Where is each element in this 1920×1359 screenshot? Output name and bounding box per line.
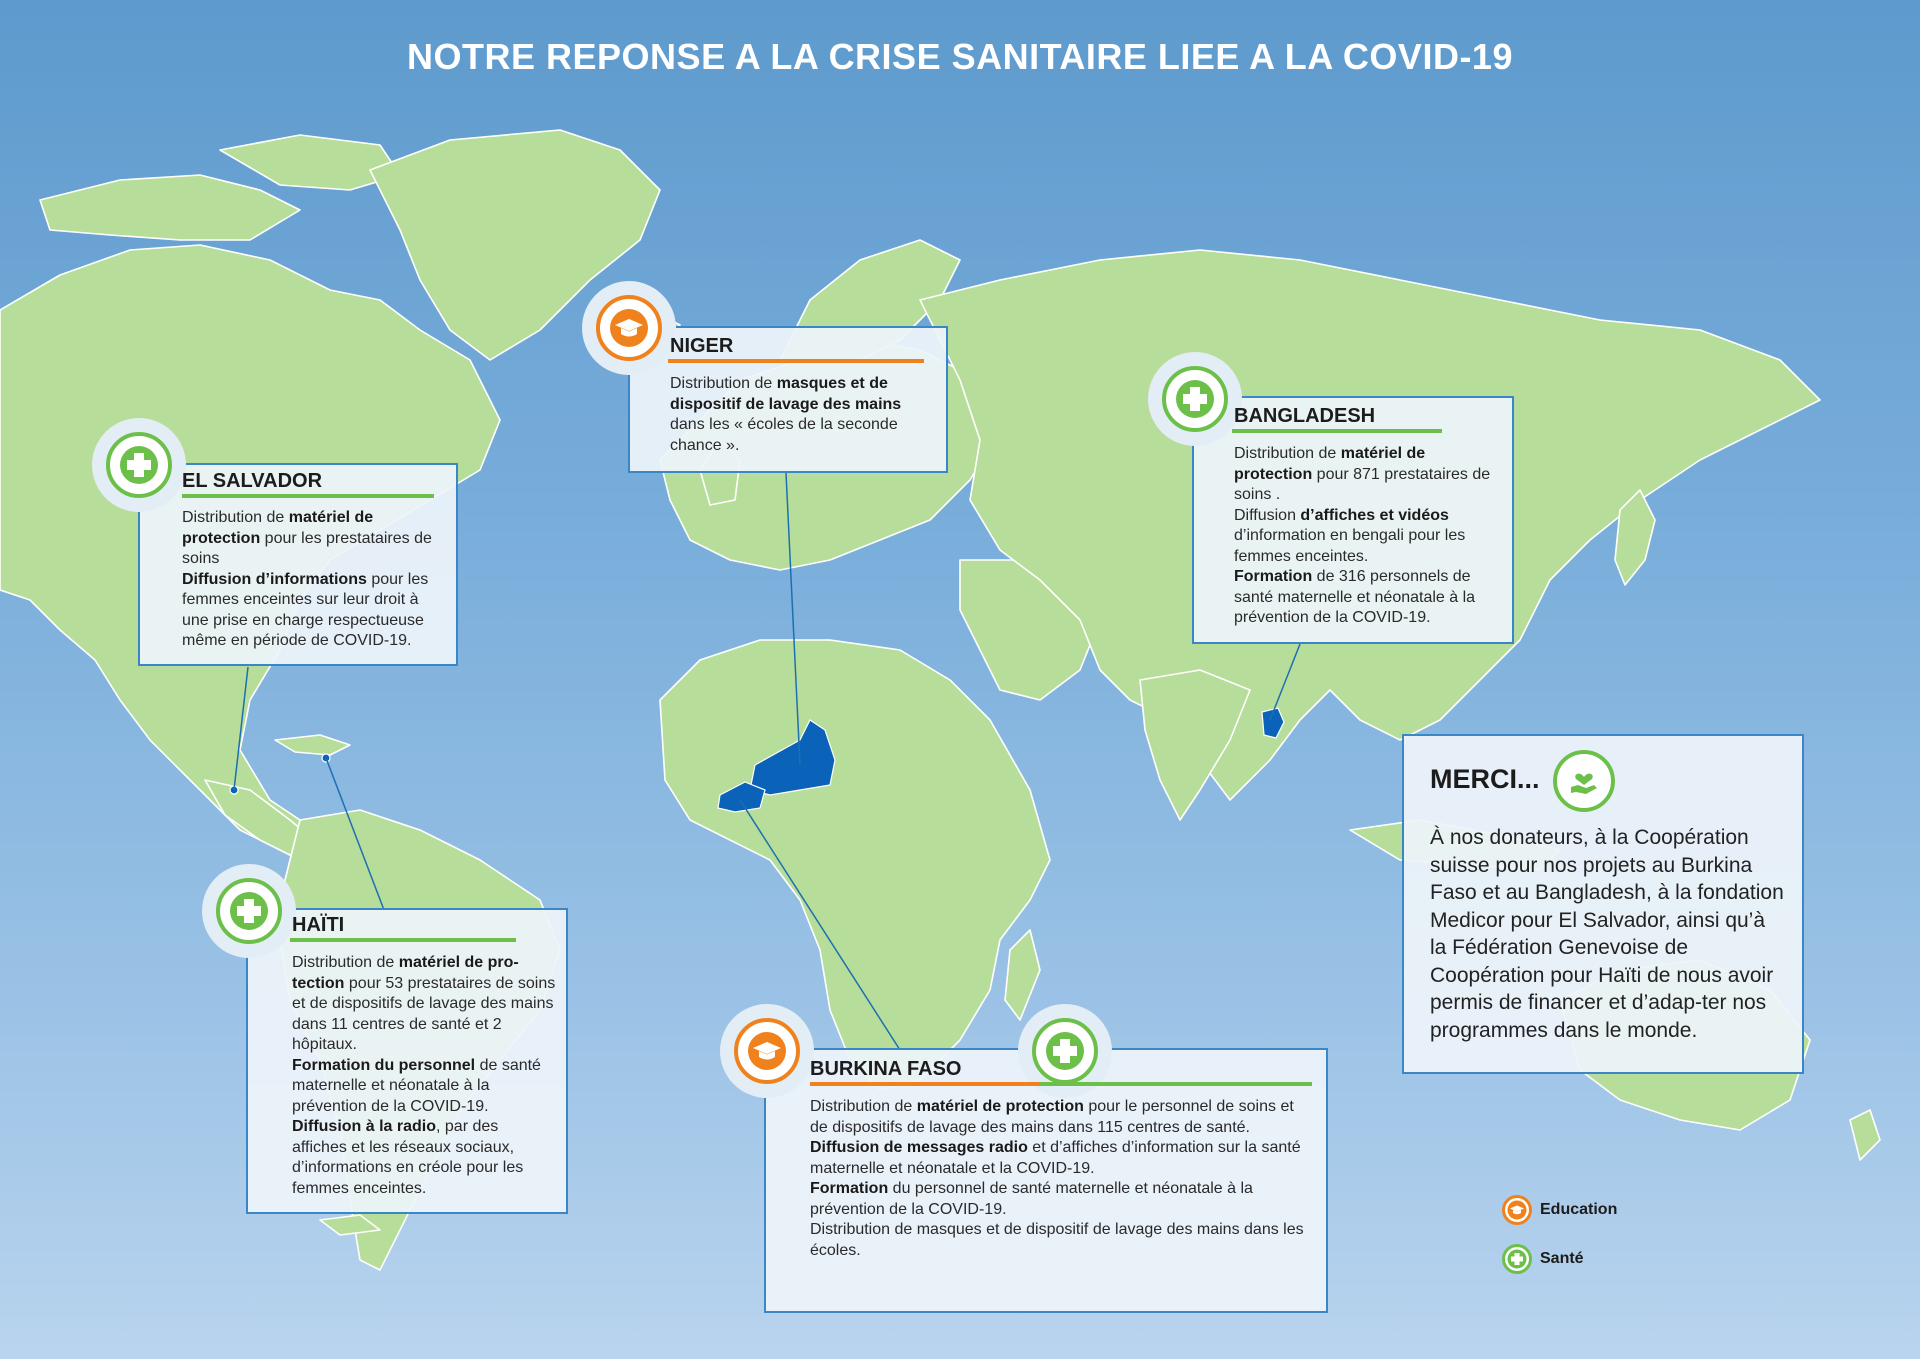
land-caribbean: [275, 735, 350, 755]
card-title-niger: NIGER: [670, 335, 734, 357]
underline-el-salvador: [182, 494, 434, 498]
land-new-zealand: [1850, 1110, 1880, 1160]
legend-sante: [1502, 1244, 1584, 1274]
plus-cross-icon: [1045, 1031, 1085, 1071]
badge-el-salvador: [92, 418, 186, 512]
legend-label-education: Education: [1540, 1201, 1618, 1218]
legend-education: [1502, 1195, 1617, 1225]
underline-niger: [668, 359, 924, 363]
graduation-cap-icon: [609, 308, 649, 348]
badge-bangladesh: [1148, 352, 1242, 446]
land-madagascar: [1005, 930, 1040, 1020]
land-africa: [660, 640, 1050, 1090]
merci-title: MERCI...: [1430, 764, 1540, 794]
underline-haiti: [290, 938, 516, 942]
heart-hand-icon: [1553, 750, 1615, 812]
underline-burkina-orange: [810, 1082, 1040, 1086]
graduation-cap-icon: [1502, 1195, 1532, 1225]
badge-burkina-education: [720, 1004, 814, 1098]
card-body-el-salvador: Distribution de matériel de protection pour les prestataires de soins Diffusion d’informations pour les femmes enceintes sur leur droit à une prise en charge respectueuse même en période de COVID-19.: [182, 509, 432, 649]
badge-haiti: [202, 864, 296, 958]
plus-cross-icon: [1175, 379, 1215, 419]
graduation-cap-icon: [747, 1031, 787, 1071]
card-title-el-salvador: EL SALVADOR: [182, 470, 323, 492]
land-arctic-islands-2: [220, 135, 400, 190]
plus-cross-icon: [1502, 1244, 1532, 1274]
card-body-burkina-faso: Distribution de matériel de protection pour le personnel de soins et de dispositifs de lavage des mains dans 115 centres de santé. Diffusion de messages radio et d’affiches d’information sur la santé maternelle et néonatale et la COVID-19. Formation du personnel de santé maternelle et néonatale à la prévention de la COVID-19. Distribution de masques et de dispositif de lavage des mains dans les écoles.: [810, 1098, 1304, 1259]
card-body-niger: Distribution de masques et de dispositif de lavage des mains dans les « écoles de la seconde chance ».: [670, 375, 902, 454]
card-title-burkina-faso: BURKINA FASO: [810, 1058, 962, 1080]
underline-burkina-green: [1040, 1082, 1312, 1086]
page-title: NOTRE REPONSE A LA CRISE SANITAIRE LIEE A LA COVID-19: [407, 36, 1513, 77]
card-title-haiti: HAÏTI: [292, 914, 345, 936]
land-arctic-islands: [40, 175, 300, 240]
plus-cross-icon: [119, 445, 159, 485]
legend-label-sante: Santé: [1540, 1250, 1584, 1267]
card-body-haiti: Distribution de matériel de pro-tection pour 53 prestataires de soins et de dispositifs de lavage des mains dans 11 centres de santé et 2 hôpitaux. Formation du personnel de santé maternelle et néonatale à la prévention de la COVID-19. Diffusion à la radio, par des affiches et les réseaux sociaux, d’informations en créole pour les femmes enceintes.: [292, 954, 556, 1197]
badge-niger: [582, 281, 676, 375]
merci-text: À nos donateurs, à la Coopération suisse pour nos projets au Burkina Faso et au Bangladesh, à la fondation Medicor pour El Salvador, ainsi qu’à la Fédération Genevoise de Coopération pour Haïti de nous avoir permis de financer et d’adap-ter nos programmes dans le monde.: [1430, 826, 1784, 1042]
card-body-bangladesh: Distribution de matériel de protection pour 871 prestataires de soins . Diffusion d’affiches et vidéos d’information en bengali pour les femmes enceintes. Formation de 316 personnels de santé maternelle et néonatale à la prévention de la COVID-19.: [1234, 445, 1491, 626]
plus-cross-icon: [229, 891, 269, 931]
card-title-bangladesh: BANGLADESH: [1234, 405, 1376, 427]
underline-bangladesh: [1232, 429, 1442, 433]
